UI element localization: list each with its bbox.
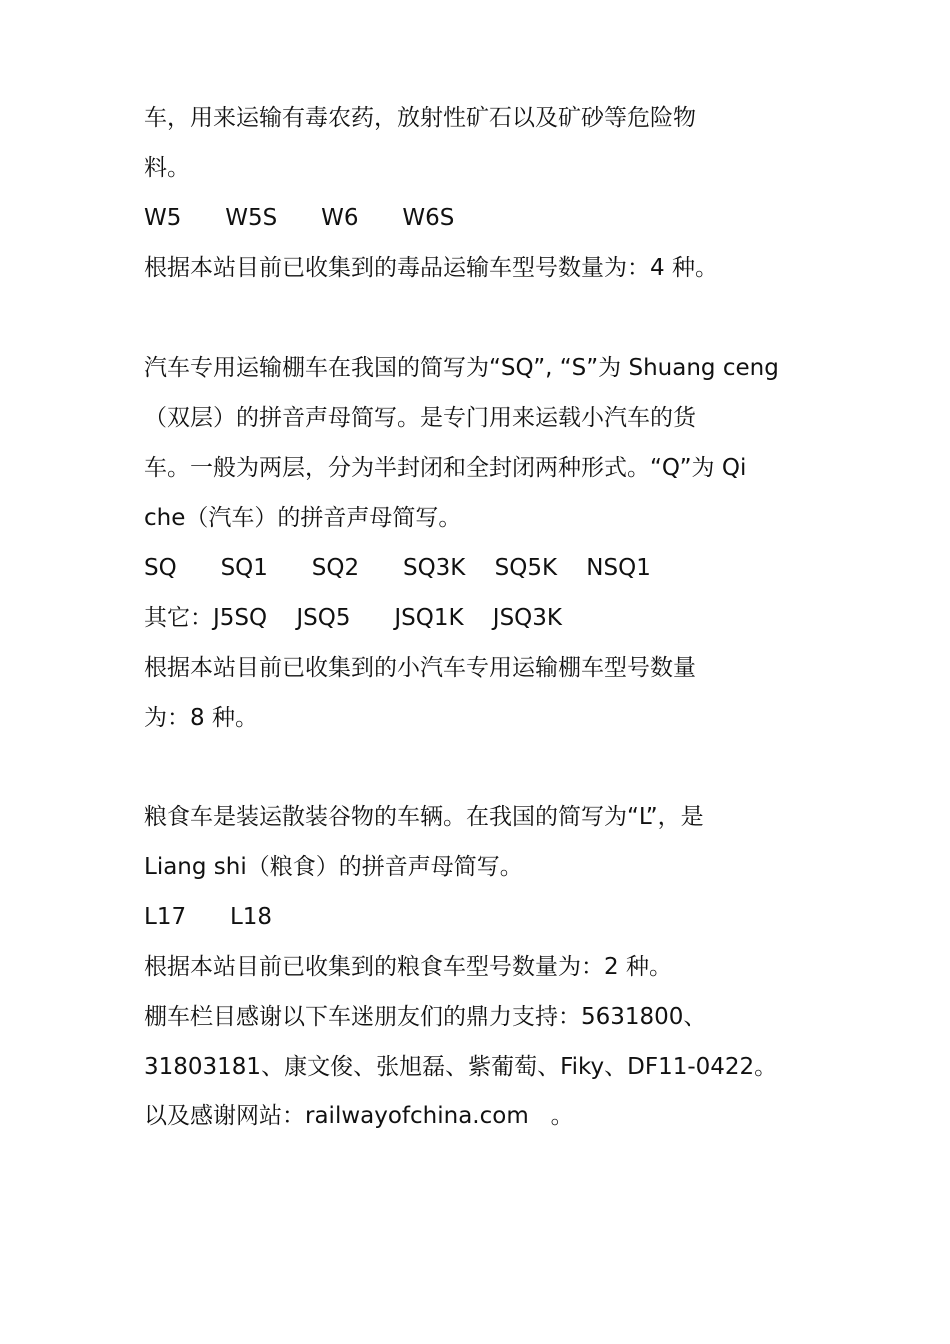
count-line-l: 根据本站目前已收集到的粮食车型号数量为：2 种。: [144, 954, 672, 980]
thanks-line: 棚车栏目感谢以下车迷朋友们的鼎力支持：5631800、: [144, 1004, 707, 1030]
text-line: 车，用来运输有毒农药，放射性矿石以及矿砂等危险物: [144, 105, 696, 131]
text-line: 汽车专用运输棚车在我国的简写为“SQ”, “S”为 Shuang ceng: [144, 355, 779, 381]
model-list-l: L17 L18: [144, 904, 273, 930]
text-line: 粮食车是装运散装谷物的车辆。在我国的简写为“L”，是: [144, 804, 704, 830]
count-line-sq: 根据本站目前已收集到的小汽车专用运输棚车型号数量: [144, 655, 696, 681]
thanks-website-line: 以及感谢网站：railwayofchina.com 。: [144, 1103, 574, 1129]
count-line-w: 根据本站目前已收集到的毒品运输车型号数量为：4 种。: [144, 255, 718, 281]
text-line: 料。: [144, 155, 190, 181]
thanks-line: 31803181、康文俊、张旭磊、紫葡萄、Fiky、DF11-0422。: [144, 1054, 778, 1080]
model-list-w: W5 W5S W6 W6S: [144, 205, 455, 231]
text-line: Liang shi（粮食）的拼音声母简写。: [144, 854, 523, 880]
text-line: （双层）的拼音声母简写。是专门用来运载小汽车的货: [144, 405, 696, 431]
text-line: 车。一般为两层，分为半封闭和全封闭两种形式。“Q”为 Qi: [144, 455, 747, 481]
text-line: 为：8 种。: [144, 705, 258, 731]
text-line: che（汽车）的拼音声母简写。: [144, 505, 462, 531]
model-list-other: 其它：J5SQ JSQ5 JSQ1K JSQ3K: [144, 605, 562, 631]
model-list-sq: SQ SQ1 SQ2 SQ3K SQ5K NSQ1: [144, 555, 651, 581]
